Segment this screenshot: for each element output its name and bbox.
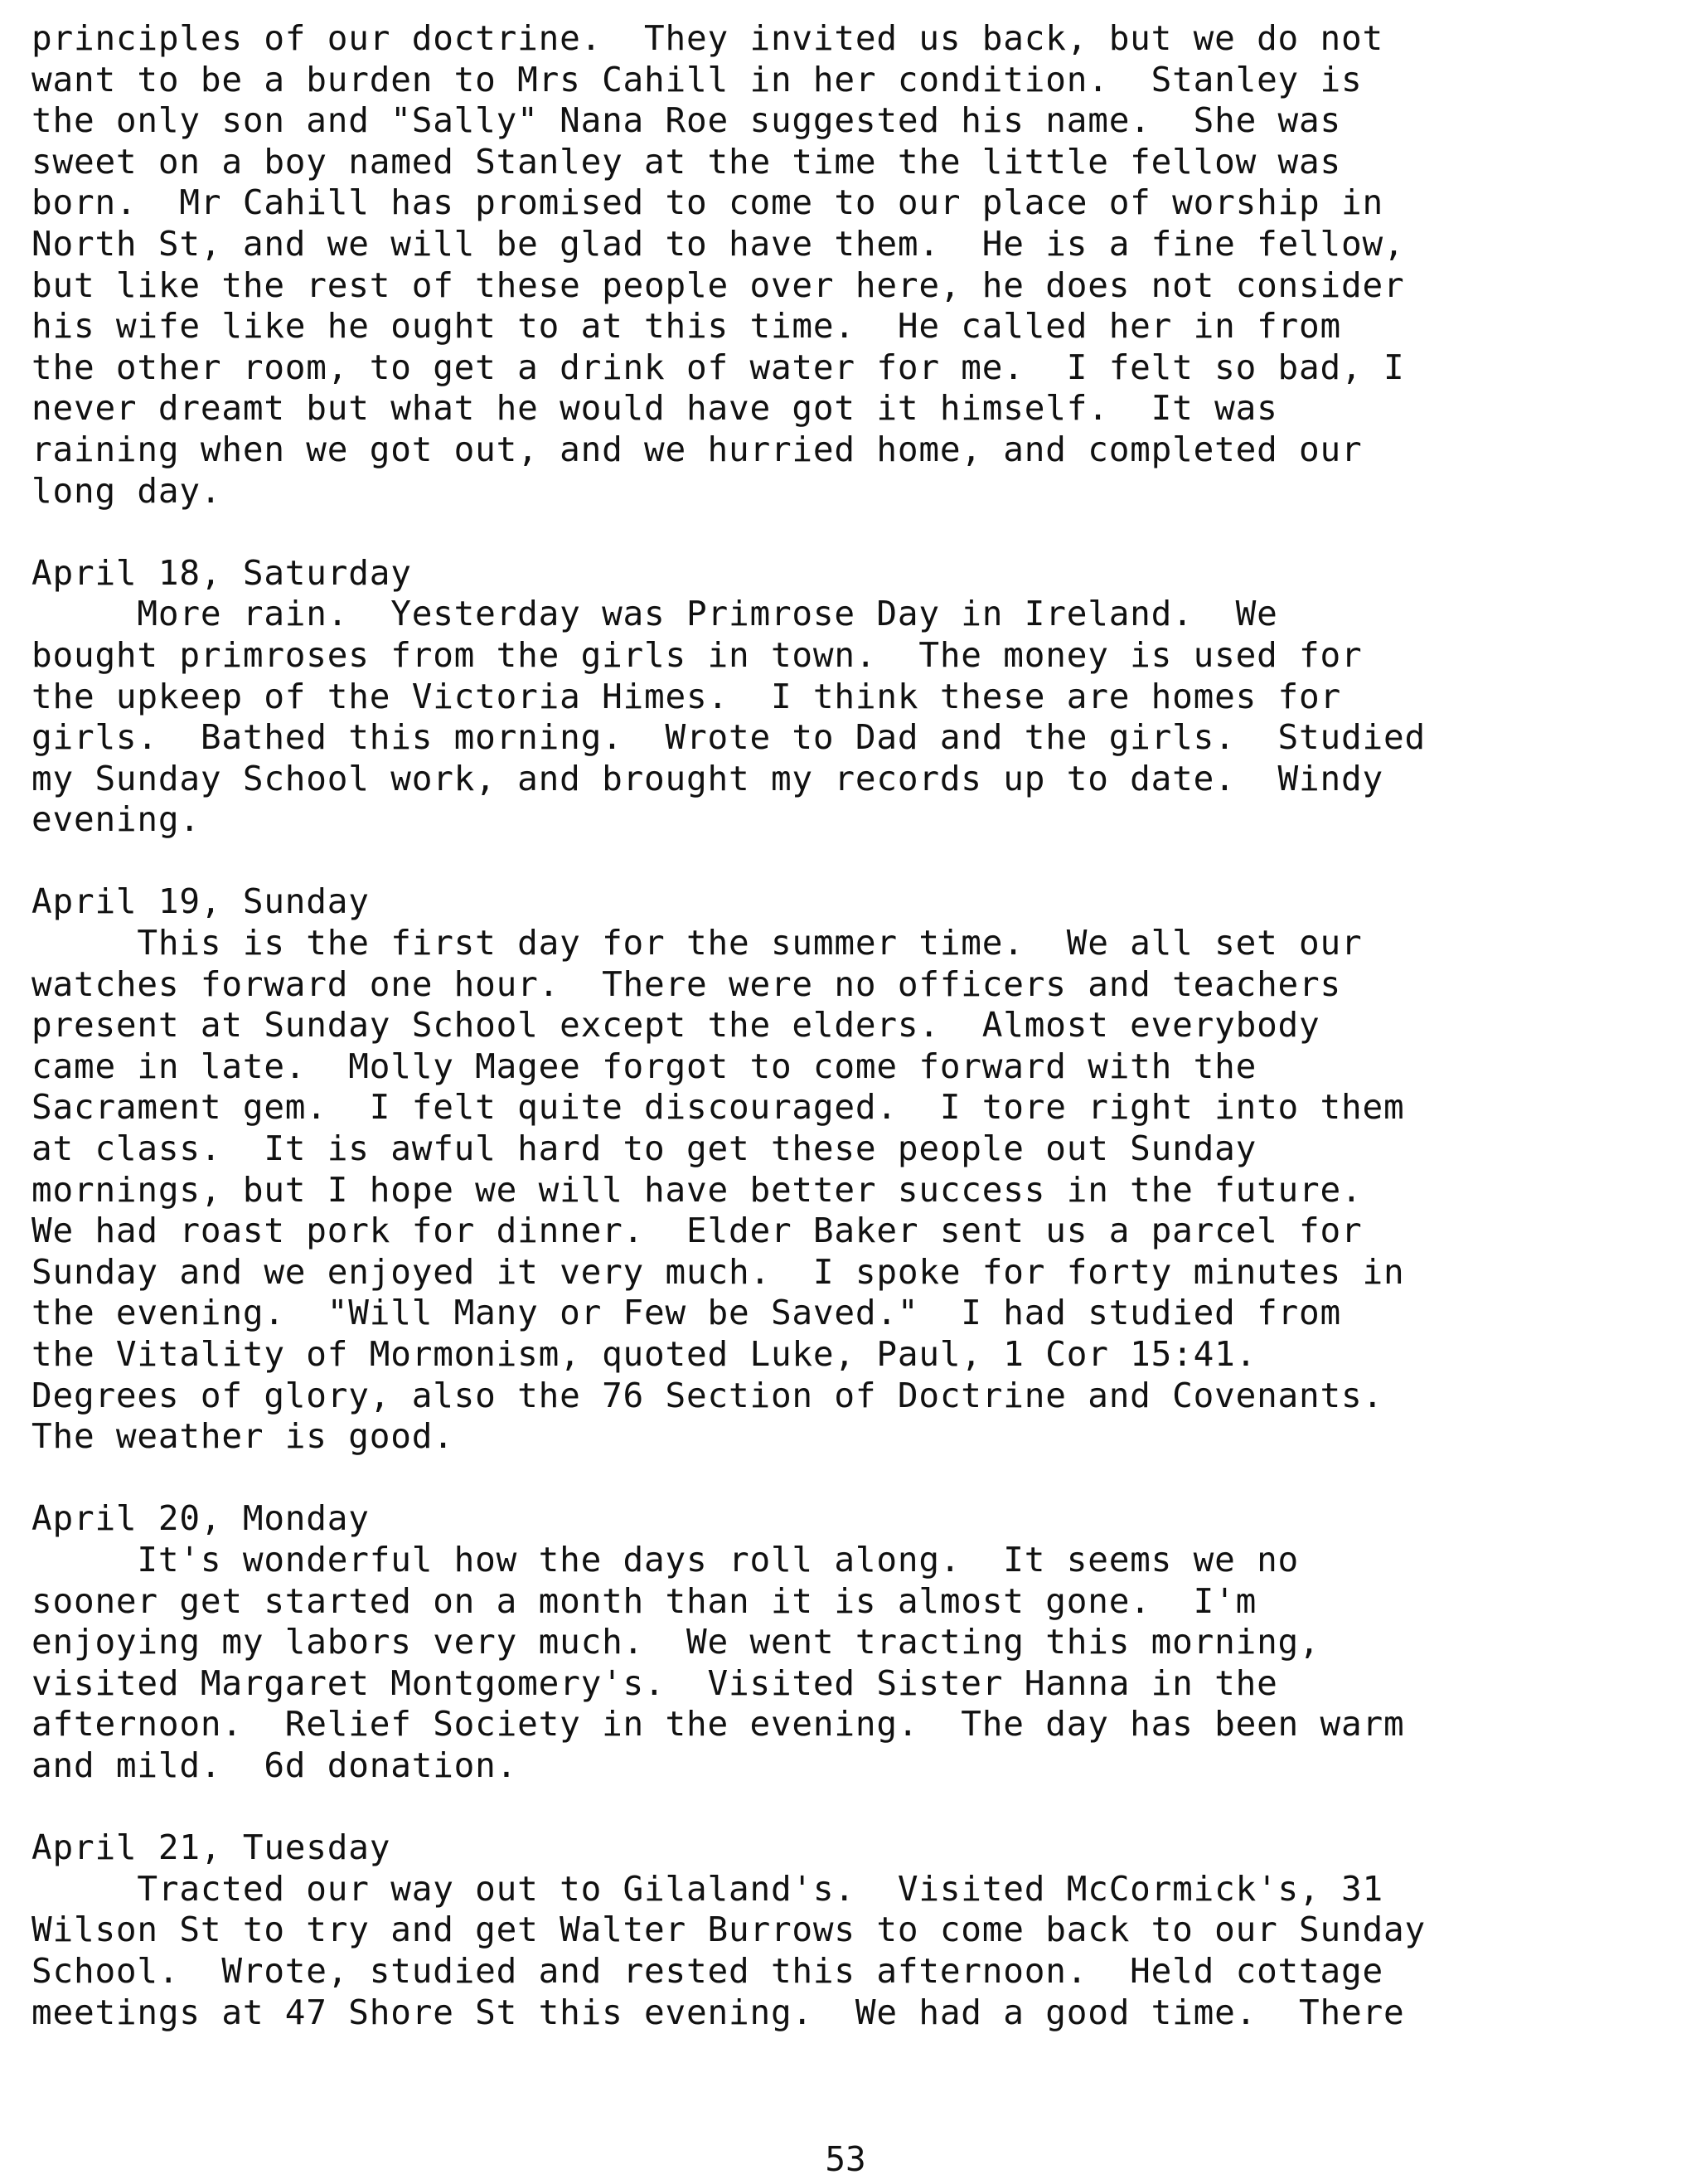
text-line: principles of our doctrine. They invited us back, but we do not: [31, 18, 1383, 58]
text-line: The weather is good.: [31, 1416, 454, 1457]
text-line: long day.: [31, 470, 222, 511]
paragraph-spacer: [31, 1787, 1677, 1828]
text-line: North St, and we will be glad to have them. He is a fine fellow,: [31, 223, 1405, 264]
entry-april-20: [31, 1498, 1677, 1786]
text-line: visited Margaret Montgomery's. Visited Sister Hanna in the: [31, 1662, 1278, 1703]
text-line: evening.: [31, 799, 201, 840]
entry-april-18: [31, 553, 1677, 841]
entry-date-heading: April 20, Monday: [31, 1498, 370, 1539]
text-line: my Sunday School work, and brought my records up to date. Windy: [31, 758, 1383, 798]
text-line: enjoying my labors very much. We went tracting this morning,: [31, 1622, 1320, 1662]
text-line: It's wonderful how the days roll along. It seems we no: [31, 1539, 1300, 1580]
text-line: We had roast pork for dinner. Elder Baker sent us a parcel for: [31, 1211, 1363, 1251]
page-number: 53: [825, 2139, 866, 2179]
text-line: sweet on a boy named Stanley at the time the little fellow was: [31, 141, 1342, 182]
text-line: mornings, but I hope we will have better success in the future.: [31, 1169, 1363, 1210]
text-line: and mild. 6d donation.: [31, 1745, 518, 1785]
text-line: girls. Bathed this morning. Wrote to Dad and the girls. Studied: [31, 717, 1426, 758]
text-line: raining when we got out, and we hurried home, and completed our: [31, 429, 1363, 469]
paragraph-spacer: [31, 841, 1677, 882]
text-line: More rain. Yesterday was Primrose Day in Ireland. We: [31, 594, 1278, 634]
text-line: but like the rest of these people over here, he does not consider: [31, 265, 1405, 305]
text-line: the upkeep of the Victoria Himes. I think these are homes for: [31, 676, 1342, 716]
text-line: meetings at 47 Shore St this evening. We had a good time. There: [31, 1992, 1405, 2032]
entry-date-heading: April 21, Tuesday: [31, 1827, 391, 1868]
text-line: the Vitality of Mormonism, quoted Luke, Paul, 1 Cor 15:41.: [31, 1334, 1257, 1374]
diary-text: [31, 18, 1677, 2033]
text-line: This is the first day for the summer time. We all set our: [31, 923, 1363, 963]
text-line: Degrees of glory, also the 76 Section of Doctrine and Covenants.: [31, 1375, 1383, 1415]
text-line: never dreamt but what he would have got it himself. It was: [31, 388, 1278, 429]
text-line: Tracted our way out to Gilaland's. Visited McCormick's, 31: [31, 1868, 1383, 1909]
paragraph-spacer: [31, 512, 1677, 553]
text-line: came in late. Molly Magee forgot to come forward with the: [31, 1046, 1257, 1086]
text-line: at class. It is awful hard to get these people out Sunday: [31, 1128, 1257, 1169]
text-line: present at Sunday School except the elders. Almost everybody: [31, 1005, 1320, 1046]
text-line: Sunday and we enjoyed it very much. I spoke for forty minutes in: [31, 1251, 1405, 1292]
opening-paragraph: [31, 18, 1677, 512]
entry-date-heading: April 19, Sunday: [31, 881, 370, 922]
text-line: the evening. "Will Many or Few be Saved." I had studied from: [31, 1293, 1342, 1333]
entry-april-21: [31, 1827, 1677, 2033]
text-line: want to be a burden to Mrs Cahill in her condition. Stanley is: [31, 59, 1363, 99]
text-line: watches forward one hour. There were no officers and teachers: [31, 963, 1342, 1004]
text-line: Wilson St to try and get Walter Burrows to come back to our Sunday: [31, 1910, 1426, 1950]
text-line: School. Wrote, studied and rested this afternoon. Held cottage: [31, 1950, 1383, 1991]
text-line: born. Mr Cahill has promised to come to our place of worship in: [31, 182, 1383, 223]
entry-date-heading: April 18, Saturday: [31, 552, 412, 593]
entry-april-19: [31, 881, 1677, 1457]
text-line: the other room, to get a drink of water for me. I felt so bad, I: [31, 347, 1405, 387]
text-line: sooner get started on a month than it is almost gone. I'm: [31, 1580, 1257, 1621]
text-line: afternoon. Relief Society in the evening. The day has been warm: [31, 1704, 1405, 1745]
paragraph-spacer: [31, 1458, 1677, 1499]
text-line: Sacrament gem. I felt quite discouraged. I tore right into them: [31, 1087, 1405, 1128]
text-line: the only son and "Sally" Nana Roe suggested his name. She was: [31, 100, 1342, 141]
text-line: bought primroses from the girls in town. The money is used for: [31, 634, 1363, 675]
text-line: his wife like he ought to at this time. He called her in from: [31, 306, 1342, 347]
